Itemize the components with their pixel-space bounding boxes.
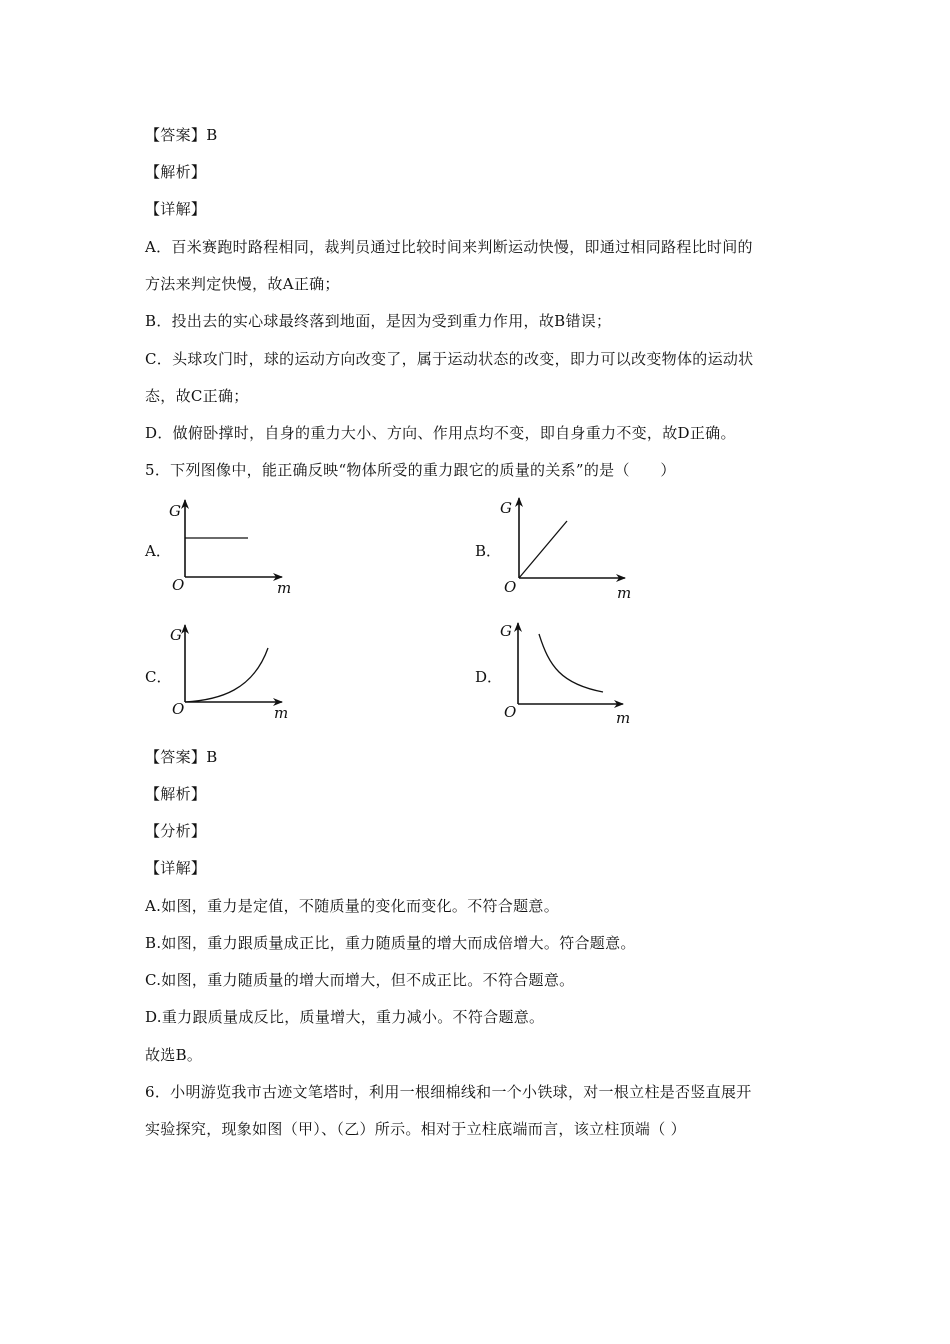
q4-detail-heading: 【详解】 bbox=[145, 200, 207, 218]
origin-label: O bbox=[172, 576, 185, 594]
q5-analysis-heading: 【解析】 bbox=[145, 785, 207, 803]
graph-d-curve bbox=[539, 634, 603, 692]
q4-option-c-line2: 态，故C正确； bbox=[145, 387, 249, 405]
q4-option-d: D．做俯卧撑时，自身的重力大小、方向、作用点均不变，即自身重力不变，故D正确。 bbox=[145, 424, 736, 442]
q4-option-b: B．投出去的实心球最终落到地面，是因为受到重力作用，故B错误； bbox=[145, 312, 612, 330]
y-axis-label: G bbox=[170, 626, 182, 644]
q4-answer: 【答案】B bbox=[145, 126, 218, 144]
q6-stem-line1: 6．小明游览我市古迹文笔塔时，利用一根细棉线和一个小铁球，对一根立柱是否竖直展开 bbox=[145, 1083, 752, 1101]
q5-explain-d: D.重力跟质量成反比，质量增大，重力减小。不符合题意。 bbox=[145, 1008, 545, 1026]
q5-explain-a: A.如图，重力是定值，不随质量的变化而变化。不符合题意。 bbox=[145, 897, 560, 915]
q4-option-a-line1: A．百米赛跑时路程相同，裁判员通过比较时间来判断运动快慢，即通过相同路程比时间的 bbox=[145, 238, 753, 256]
y-axis-label: G bbox=[500, 622, 512, 640]
x-axis-label: m bbox=[616, 709, 631, 727]
origin-label: O bbox=[172, 700, 185, 718]
q5-conclusion: 故选B。 bbox=[145, 1046, 203, 1064]
q5-answer: 【答案】B bbox=[145, 748, 218, 766]
x-axis-label: m bbox=[277, 579, 292, 597]
q5-option-a-label: A． bbox=[145, 542, 171, 560]
q5-fenxi-heading: 【分析】 bbox=[145, 822, 207, 840]
graph-b-curve bbox=[519, 521, 567, 578]
q4-option-c-line1: C．头球攻门时，球的运动方向改变了，属于运动状态的改变，即力可以改变物体的运动状 bbox=[145, 350, 754, 368]
q5-graph-a bbox=[160, 495, 300, 600]
q5-explain-c: C.如图，重力随质量的增大而增大，但不成正比。不符合题意。 bbox=[145, 971, 575, 989]
q5-graph-d bbox=[495, 620, 635, 730]
y-axis-label: G bbox=[500, 499, 512, 517]
q4-option-a-line2: 方法来判定快慢，故A正确； bbox=[145, 275, 340, 293]
x-axis-label: m bbox=[617, 584, 632, 602]
x-axis-label: m bbox=[274, 704, 289, 722]
q5-option-b-label: B． bbox=[475, 542, 502, 560]
q5-option-d-label: D． bbox=[475, 668, 503, 686]
origin-label: O bbox=[504, 578, 517, 596]
q5-stem: 5．下列图像中，能正确反映“物体所受的重力跟它的质量的关系”的是（ ） bbox=[145, 461, 676, 479]
origin-label: O bbox=[504, 703, 517, 721]
q5-graph-b bbox=[495, 495, 635, 605]
y-axis-label: G bbox=[169, 502, 181, 520]
q5-detail-heading: 【详解】 bbox=[145, 859, 207, 877]
q5-option-c-label: C． bbox=[145, 668, 172, 686]
q5-explain-b: B.如图，重力跟质量成正比，重力随质量的增大而成倍增大。符合题意。 bbox=[145, 934, 636, 952]
graph-c-curve bbox=[185, 648, 268, 702]
q6-stem-line2: 实验探究，现象如图（甲）、（乙）所示。相对于立柱底端而言，该立柱顶端（ ） bbox=[145, 1120, 686, 1138]
q5-graph-c bbox=[165, 620, 295, 725]
q4-analysis-heading: 【解析】 bbox=[145, 163, 207, 181]
